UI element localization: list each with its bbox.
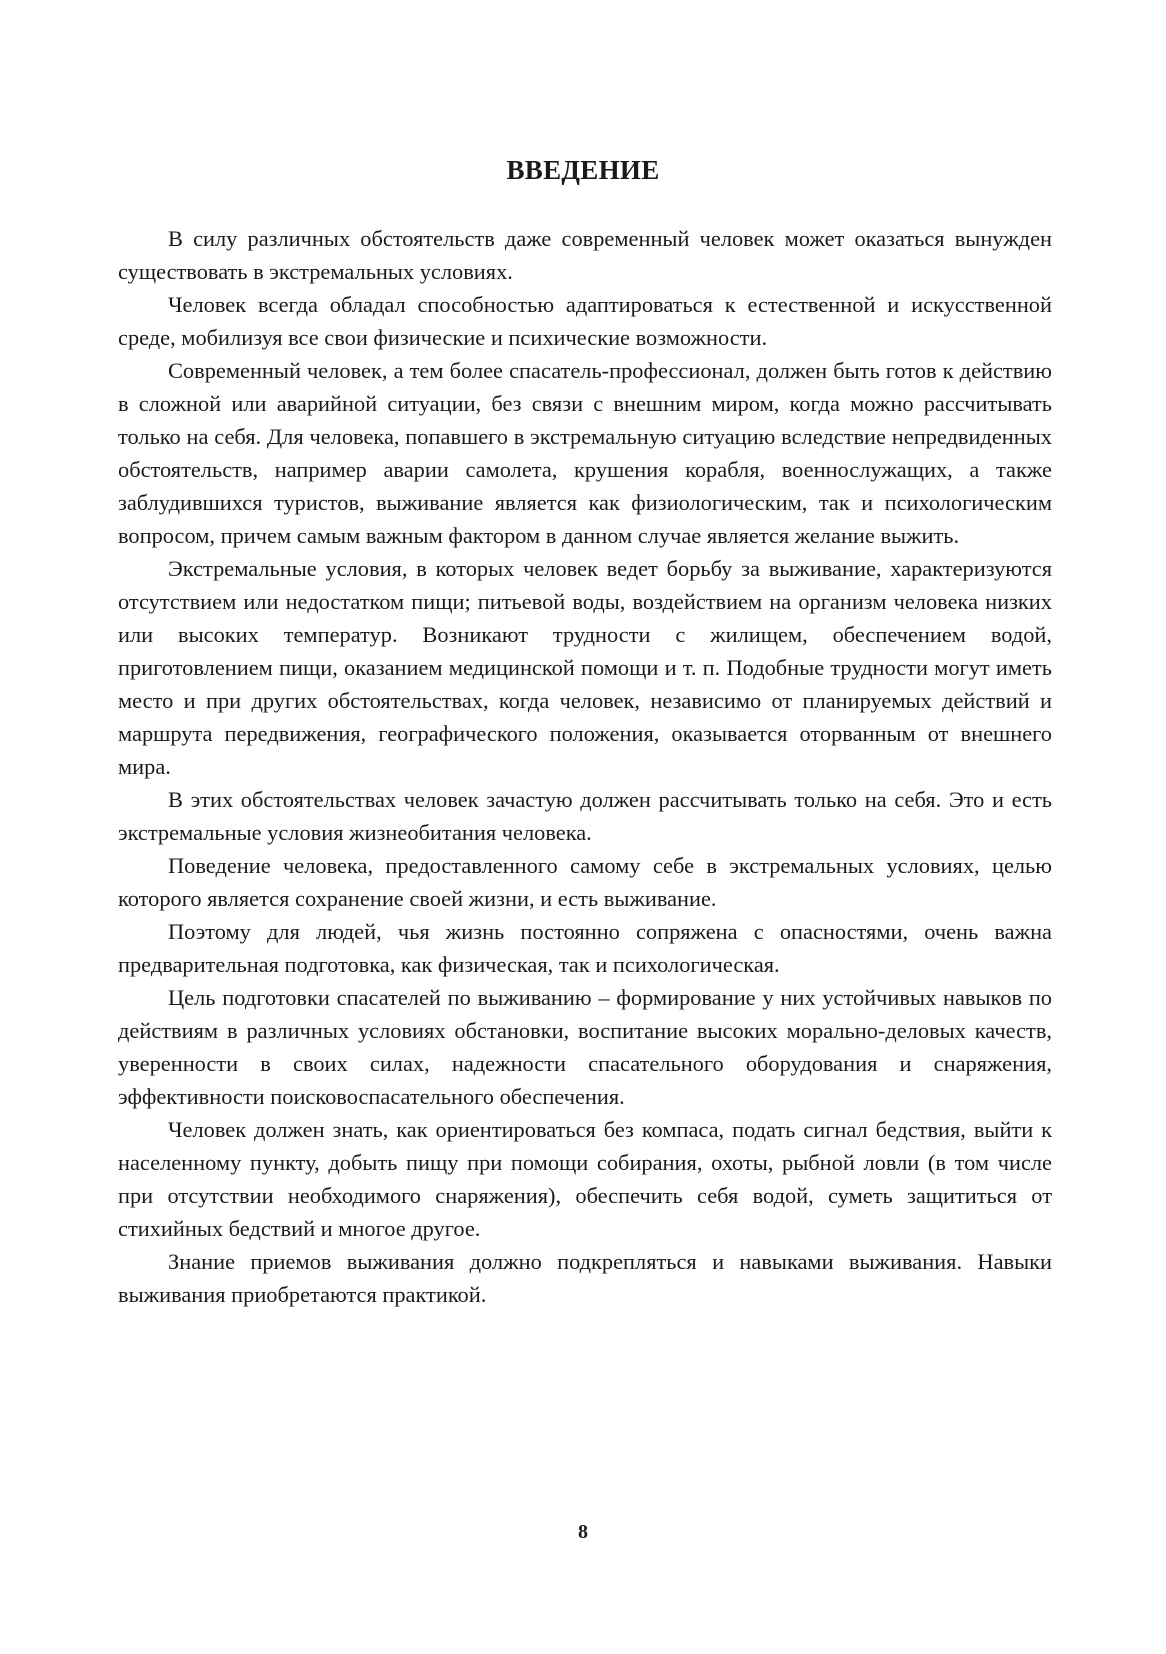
paragraph-8: Цель подготовки спасателей по выживанию – формирование у них устойчивых навыков по действиям в различных условиях обстановки, воспитание высоких морально-деловых качеств, уверенности в своих силах, надежности спасательного оборудования и снаряжения, эффективности поисковоспасательного обеспечения. — [118, 985, 1052, 1109]
paragraph-7: Поэтому для людей, чья жизнь постоянно сопряжена с опасностями, очень важна предварительная подготовка, как физическая, так и психологическая. — [118, 919, 1052, 977]
body-text — [118, 222, 1052, 1311]
paragraph-4: Экстремальные условия, в которых человек ведет борьбу за выживание, характеризуются отсутствием или недостатком пищи; питьевой воды, воздействием на организм человека низких или высоких температур. Возникают трудности с жилищем, обеспечением водой, приготовлением пищи, оказанием медицинской помощи и т. п. Подобные трудности могут иметь место и при других обстоятельствах, когда человек, независимо от планируемых действий и маршрута передвижения, географического положения, оказывается оторванным от внешнего мира. — [118, 556, 1052, 779]
page-title: ВВЕДЕНИЕ — [506, 155, 660, 185]
paragraph-6: Поведение человека, предоставленного самому себе в экстремальных условиях, целью которого является сохранение своей жизни, и есть выживание. — [118, 853, 1052, 911]
page-number: 8 — [578, 1521, 588, 1543]
paragraph-1: В силу различных обстоятельств даже современный человек может оказаться вынужден существовать в экстремальных условиях. — [118, 226, 1052, 284]
paragraph-2: Человек всегда обладал способностью адаптироваться к естественной и искусственной среде, мобилизуя все свои физические и психические возможности. — [118, 292, 1052, 350]
paragraph-5: В этих обстоятельствах человек зачастую должен рассчитывать только на себя. Это и есть экстремальные условия жизнеобитания человека. — [118, 787, 1052, 845]
paragraph-10: Знание приемов выживания должно подкрепляться и навыками выживания. Навыки выживания приобретаются практикой. — [118, 1249, 1052, 1307]
paragraph-3: Современный человек, а тем более спасатель-профессионал, должен быть готов к действию в сложной или аварийной ситуации, без связи с внешним миром, когда можно рассчитывать только на себя. Для человека, попавшего в экстремальную ситуацию вследствие непредвиденных обстоятельств, например аварии самолета, крушения корабля, военнослужащих, а также заблудившихся туристов, выживание является как физиологическим, так и психологическим вопросом, причем самым важным фактором в данном случае является желание выжить. — [118, 358, 1052, 548]
paragraph-9: Человек должен знать, как ориентироваться без компаса, подать сигнал бедствия, выйти к населенному пункту, добыть пищу при помощи собирания, охоты, рыбной ловли (в том числе при отсутствии необходимого снаряжения), обеспечить себя водой, суметь защититься от стихийных бедствий и многое другое. — [118, 1117, 1052, 1241]
